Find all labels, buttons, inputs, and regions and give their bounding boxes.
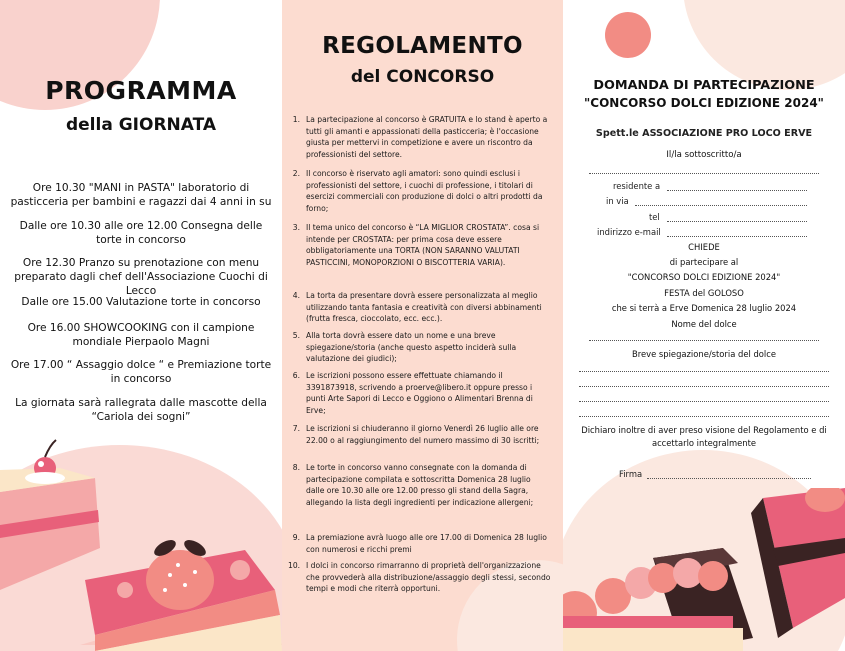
regolamento-subtitle: del CONCORSO [350, 67, 495, 87]
residente-label: residente a [613, 181, 661, 191]
concorso-label: "CONCORSO DOLCI EDIZIONE 2024" [627, 272, 781, 282]
cake-slice-illustration [0, 430, 282, 651]
nome-dolce-label: Nome del dolce [671, 319, 737, 329]
rule-item: 10. I dolci in concorso rimarranno di proprietà dell'organizzazione che provvederà alla distribuzione/assaggio degli stessi, secondo tempi e modi che riterrà opportuni. [288, 561, 551, 593]
program-item: Dalle ore 15.00 Valutazione torte in concorso [21, 296, 261, 308]
program-item: Ore 10.30 "MANI in PASTA" laboratorio di pasticceria per bambini e ragazzi dai 4 anni in su [10, 182, 272, 208]
residente-field[interactable] [667, 190, 807, 191]
domanda-subtitle: "CONCORSO DOLCI EDIZIONE 2024" [584, 96, 824, 110]
addressee: Spett.le ASSOCIAZIONE PRO LOCO ERVE [595, 128, 813, 139]
email-label: indirizzo e-mail [597, 227, 661, 237]
breve-label: Breve spiegazione/storia del dolce [632, 349, 776, 359]
rule-item: 6. Le iscrizioni possono essere effettuate chiamando il 3391873918, scrivendo a proerve@libero.it oppure presso i punti Arte Sapori di Lecco e Oggiono o Alimentari Brenna di Erve; [292, 371, 533, 415]
panel-programma [0, 0, 282, 651]
program-item: Ore 16.00 SHOWCOOKING con il campione mondiale Pierpaolo Magni [27, 322, 255, 348]
panel-regolamento [282, 0, 563, 651]
via-field[interactable] [635, 205, 807, 206]
program-item: La giornata sarà rallegrata dalle mascotte della “Cariola dei sogni” [15, 397, 267, 423]
panel-domanda [563, 0, 845, 651]
firma-field[interactable] [647, 478, 811, 479]
regolamento-title: REGOLAMENTO [322, 33, 523, 59]
di-partecipare-label: di partecipare al [669, 257, 739, 267]
rule-item: 9. La premiazione avrà luogo alle ore 17.00 di Domenica 28 luglio con numerosi e ricchi premi [292, 533, 547, 554]
via-label: in via [606, 196, 629, 206]
name-field[interactable] [589, 173, 819, 174]
location-label: che si terrà a Erve Domenica 28 luglio 2024 [611, 303, 797, 313]
rule-item: 3. Il tema unico del concorso è “LA MIGLIOR CROSTATA”. cosa si intende per CROSTATA: per prima cosa deve essere obbligatoriamente una TORTA (NON SARANNO VALUTATI PASTICCINI, MONOPORZIONI O BISCOTTERIA VARIA). [292, 223, 540, 267]
nome-dolce-field[interactable] [589, 340, 819, 341]
program-item: Ore 17.00 “ Assaggio dolce “ e Premiazione torte in concorso [10, 359, 272, 385]
rule-item: 1. La partecipazione al concorso è GRATUITA e lo stand è aperto a tutti gli amanti e appassionati della pasticceria; è l'occasione giusta per mettervi in competizione e avere un riscontro da professionisti del settore. [292, 115, 548, 159]
breve-field-line[interactable] [579, 416, 829, 417]
email-field[interactable] [667, 236, 807, 237]
festa-label: FESTA del GOLOSO [664, 288, 744, 298]
rule-item: 2. Il concorso è riservato agli amatori: sono quindi esclusi i professionisti del settore, i cuochi di professione, i titolari di esercizi commerciali con produzione di dolci o altri prodotti da forno; [292, 169, 543, 213]
chiede-label: CHIEDE [688, 242, 720, 252]
rule-item: 4. La torta da presentare dovrà essere personalizzata al meglio utilizzando tanta fantasia e creatività con diversi abbinamenti (frutta fresca, cioccolato, ecc. ecc.). [292, 291, 542, 323]
programma-subtitle: della GIORNATA [65, 115, 217, 135]
tel-label: tel [649, 212, 660, 222]
undersigned-label: Il/la sottoscritto/a [666, 150, 742, 160]
firma-label: Firma [619, 469, 643, 479]
breve-field-line[interactable] [579, 386, 829, 387]
dichiaro-text: Dichiaro inoltre di aver preso visione del Regolamento e di accettarlo integralmente [581, 425, 827, 448]
breve-field-line[interactable] [579, 371, 829, 372]
rule-item: 8. Le torte in concorso vanno consegnate con la domanda di partecipazione compilata e sottoscritta Domenica 28 luglio dalle ore 10.30 alle ore 12.00 presso gli stand della Sagra, allegando la lista degli ingredienti per indicazione allergeni; [292, 463, 534, 507]
rule-item: 7. Le iscrizioni si chiuderanno il giorno Venerdì 26 luglio alle ore 22.00 o al raggiungimento del numero massimo di 30 iscritti; [292, 424, 540, 445]
programma-title: PROGRAMMA [45, 76, 237, 105]
program-item: Dalle ore 10.30 alle ore 12.00 Consegna delle torte in concorso [19, 220, 263, 246]
cake-chocolate-illustration [563, 488, 845, 651]
deco-circle-top [683, 0, 845, 90]
breve-field-line[interactable] [579, 401, 829, 402]
domanda-title: DOMANDA DI PARTECIPAZIONE [593, 78, 815, 93]
deco-circle-top-small [605, 12, 651, 58]
program-item: Ore 12.30 Pranzo su prenotazione con menu preparato dagli chef dell'Associazione Cuochi di Lecco [14, 257, 268, 297]
tel-field[interactable] [667, 221, 807, 222]
rule-item: 5. Alla torta dovrà essere dato un nome e una breve spiegazione/storia (anche questo aspetto inciderà sulla valutazione dei giudici); [292, 331, 517, 363]
